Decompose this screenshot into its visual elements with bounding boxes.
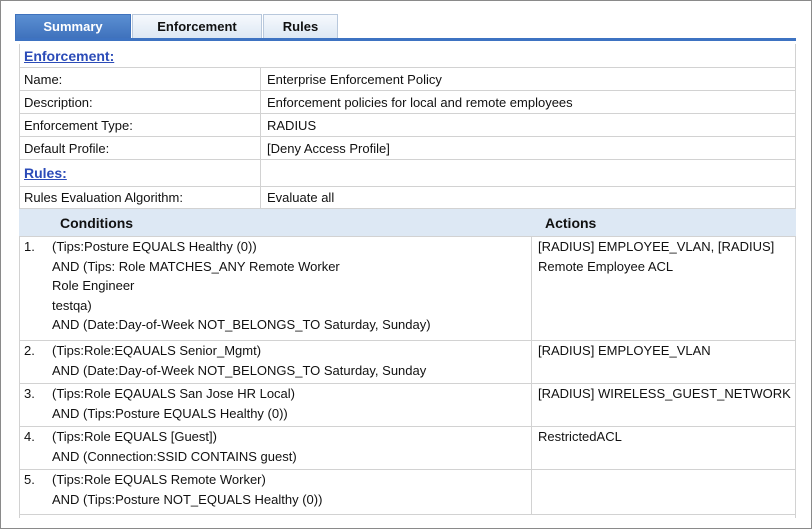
rule-conditions — [52, 341, 426, 380]
section-rules-row — [19, 160, 796, 187]
enforcement-type-value: RADIUS — [267, 118, 317, 133]
rule-conditions — [52, 384, 295, 423]
actions-divider — [531, 470, 532, 514]
tab-enforcement[interactable]: Enforcement — [132, 14, 262, 38]
column-divider — [260, 137, 261, 159]
rule-conditions — [52, 237, 431, 335]
column-divider — [260, 187, 261, 208]
tab-rules[interactable]: Rules — [263, 14, 338, 38]
description-label: Description: — [24, 95, 93, 110]
name-row — [19, 68, 796, 91]
condition-line: AND (Connection:SSID CONTAINS guest) — [52, 448, 297, 464]
rule-actions — [538, 341, 711, 361]
rule-actions — [538, 427, 622, 447]
rule-conditions — [52, 427, 297, 466]
enforcement-type-row — [19, 114, 796, 137]
rule-actions — [538, 384, 791, 404]
condition-line: (Tips:Role:EQAUALS Senior_Mgmt) — [52, 343, 262, 358]
rules-header-row — [19, 209, 796, 237]
rule-row — [19, 470, 796, 515]
description-row — [19, 91, 796, 114]
column-divider — [260, 114, 261, 136]
default-profile-value: [Deny Access Profile] — [267, 141, 390, 156]
column-divider — [260, 91, 261, 113]
algorithm-label: Rules Evaluation Algorithm: — [24, 190, 183, 205]
action-line: [RADIUS] EMPLOYEE_VLAN, [RADIUS] — [538, 239, 775, 254]
rule-number: 4. — [24, 429, 35, 444]
section-enforcement-title: Enforcement: — [24, 48, 115, 64]
enforcement-type-label: Enforcement Type: — [24, 118, 133, 133]
condition-line: AND (Tips:Posture EQUALS Healthy (0)) — [52, 405, 288, 421]
condition-line: AND (Tips: Role MATCHES_ANY Remote Worker — [52, 258, 340, 274]
summary-table — [19, 44, 796, 515]
action-line: Remote Employee ACL — [538, 258, 674, 274]
condition-line: (Tips:Role EQAUALS San Jose HR Local) — [52, 386, 296, 401]
condition-line: AND (Date:Day-of-Week NOT_BELONGS_TO Saturday, Sunday — [52, 362, 427, 378]
rule-number: 1. — [24, 239, 35, 254]
rule-row — [19, 237, 796, 341]
rule-conditions — [52, 470, 322, 509]
condition-line: (Tips:Posture EQUALS Healthy (0)) — [52, 239, 257, 254]
rule-row — [19, 384, 796, 427]
rule-number: 2. — [24, 343, 35, 358]
section-rules-title: Rules: — [24, 165, 67, 181]
actions-divider — [531, 341, 532, 383]
action-line: [RADIUS] WIRELESS_GUEST_NETWORK — [538, 386, 791, 401]
condition-line: Role Engineer — [52, 278, 135, 293]
actions-header: Actions — [545, 215, 597, 231]
conditions-header: Conditions — [60, 215, 134, 231]
condition-line: (Tips:Role EQUALS Remote Worker) — [52, 472, 266, 487]
condition-line: AND (Tips:Posture NOT_EQUALS Healthy (0)) — [52, 491, 323, 507]
tab-summary[interactable]: Summary — [15, 14, 131, 38]
rule-number: 5. — [24, 472, 35, 487]
column-divider — [260, 160, 261, 186]
description-value: Enforcement policies for local and remote employees — [267, 95, 573, 110]
name-value: Enterprise Enforcement Policy — [267, 72, 442, 87]
actions-divider — [531, 384, 532, 426]
algorithm-value: Evaluate all — [267, 190, 335, 205]
condition-line: (Tips:Role EQUALS [Guest]) — [52, 429, 217, 444]
default-profile-row — [19, 137, 796, 160]
rule-row — [19, 427, 796, 470]
section-enforcement-row — [19, 44, 796, 68]
rule-number: 3. — [24, 386, 35, 401]
action-line: RestrictedACL — [538, 429, 622, 444]
column-divider — [260, 68, 261, 90]
actions-divider — [531, 237, 532, 340]
algorithm-row — [19, 187, 796, 209]
condition-line: AND (Date:Day-of-Week NOT_BELONGS_TO Saturday, Sunday) — [52, 317, 431, 332]
action-line: [RADIUS] EMPLOYEE_VLAN — [538, 343, 711, 358]
name-label: Name: — [24, 72, 63, 87]
condition-line: testqa) — [52, 297, 92, 313]
actions-divider — [531, 427, 532, 469]
tab-bar — [15, 14, 339, 40]
tab-underline — [15, 38, 796, 41]
rule-actions — [538, 237, 774, 276]
rule-row — [19, 341, 796, 384]
default-profile-label: Default Profile: — [24, 141, 110, 156]
